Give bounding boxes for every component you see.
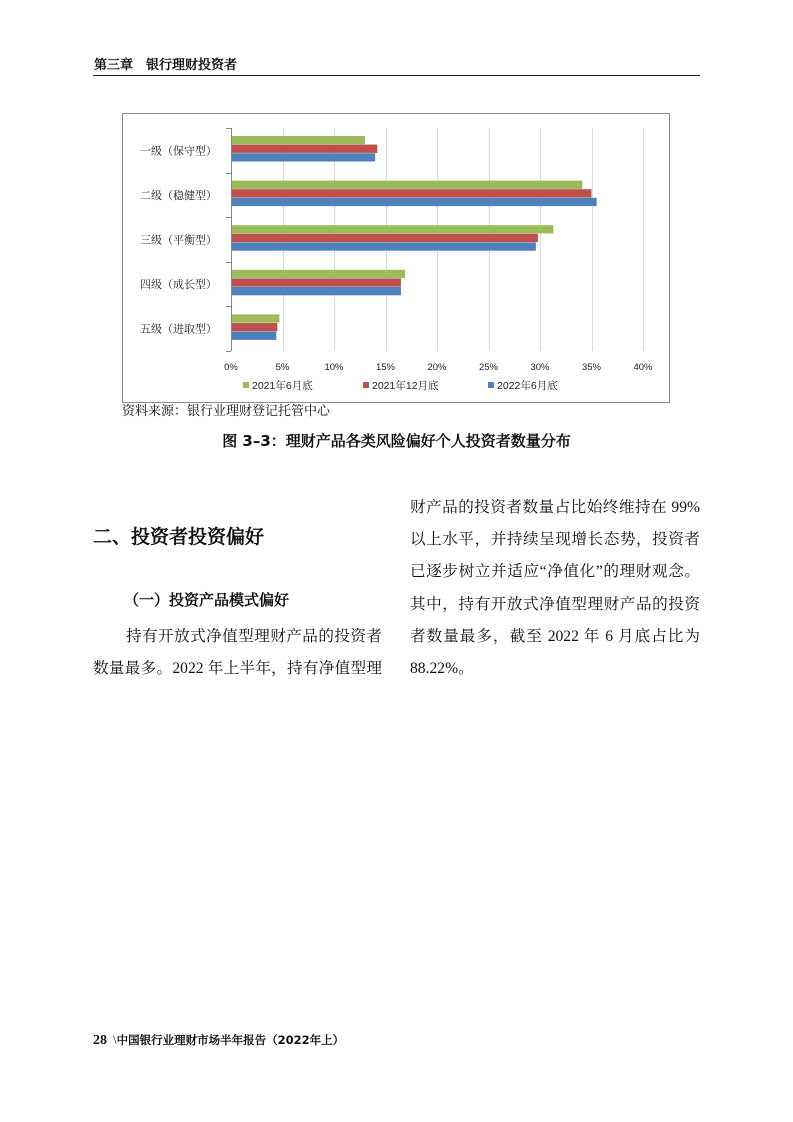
page-footer (93, 1031, 344, 1050)
left-column-text (93, 621, 382, 685)
chart-bar-s1-c1 (232, 136, 365, 144)
chart-bar-s1-c4 (232, 270, 405, 278)
legend-label: 2021年6月底 (252, 380, 313, 392)
paragraph-line: 以上水平，并持续呈现增长态势，投资者 (410, 531, 700, 549)
chart-bar-s3-c2 (232, 198, 597, 206)
footer-separator: \ (113, 1032, 117, 1047)
x-tick-label: 40% (633, 362, 653, 373)
header-rule (93, 75, 700, 76)
chart-bar-s2-c3 (232, 234, 538, 242)
category-label: 五级（进取型） (140, 323, 217, 336)
subsection-heading: （一）投资产品模式偏好 (124, 593, 290, 609)
source-note: 资料来源：银行业理财登记托管中心 (122, 403, 331, 418)
legend-label: 2021年12月底 (372, 380, 439, 392)
paragraph-line: 88.22%。 (410, 660, 474, 678)
chart-bar-s2-c1 (232, 145, 377, 153)
x-tick-label: 0% (224, 362, 238, 373)
section-heading: 二、投资者投资偏好 (93, 526, 265, 548)
x-tick-label: 20% (427, 362, 447, 373)
paragraph-line: 已逐步树立并适应“净值化”的理财观念。 (410, 563, 700, 581)
paragraph-line: 财产品的投资者数量占比始终维持在 99% (410, 499, 700, 516)
chart-bar-s3-c3 (232, 242, 536, 250)
right-column-text (410, 492, 700, 685)
chart-bar-s1-c2 (232, 181, 582, 189)
category-label: 三级（平衡型） (140, 234, 217, 247)
chart-bar-s1-c5 (232, 314, 279, 322)
x-tick-label: 35% (581, 362, 602, 373)
category-label: 二级（稳健型） (140, 189, 217, 202)
x-tick-label: 15% (375, 362, 396, 373)
chart-bar-s3-c5 (232, 332, 276, 340)
x-tick-label: 10% (324, 362, 344, 373)
chart-bar-s2-c5 (232, 323, 277, 331)
x-tick-label: 30% (530, 362, 550, 373)
legend-swatch (363, 382, 369, 388)
legend-swatch (243, 382, 249, 388)
paragraph-line: 数量最多。2022 年上半年，持有净值型理 (93, 660, 382, 678)
footer-report-title: 中国银行业理财市场半年报告（2022年上） (116, 1033, 345, 1047)
x-tick-label: 25% (478, 362, 499, 373)
legend-swatch (488, 382, 494, 388)
x-tick-label: 5% (275, 362, 290, 373)
paragraph-line: 者数量最多，截至 2022 年 6 月底占比为 (410, 627, 700, 645)
figure-caption: 图 3–3：理财产品各类风险偏好个人投资者数量分布 (222, 432, 571, 450)
paragraph-line: 持有开放式净值型理财产品的投资者 (126, 628, 382, 645)
chart-bar-s2-c2 (232, 189, 592, 197)
category-label: 四级（成长型） (140, 279, 217, 292)
figure-chart (122, 113, 670, 403)
horizontal-bar-chart (122, 113, 670, 403)
category-label: 一级（保守型） (140, 145, 217, 158)
chart-bar-s3-c1 (232, 153, 375, 161)
chart-bar-s1-c3 (232, 225, 553, 233)
page-number: 28 (93, 1033, 107, 1048)
running-title: 第三章 银行理财投资者 (94, 58, 238, 73)
paragraph-line: 其中，持有开放式净值型理财产品的投资 (410, 595, 700, 613)
chart-bar-s3-c4 (232, 287, 401, 295)
legend-label: 2022年6月底 (497, 380, 558, 392)
chart-bar-s2-c4 (232, 278, 401, 286)
